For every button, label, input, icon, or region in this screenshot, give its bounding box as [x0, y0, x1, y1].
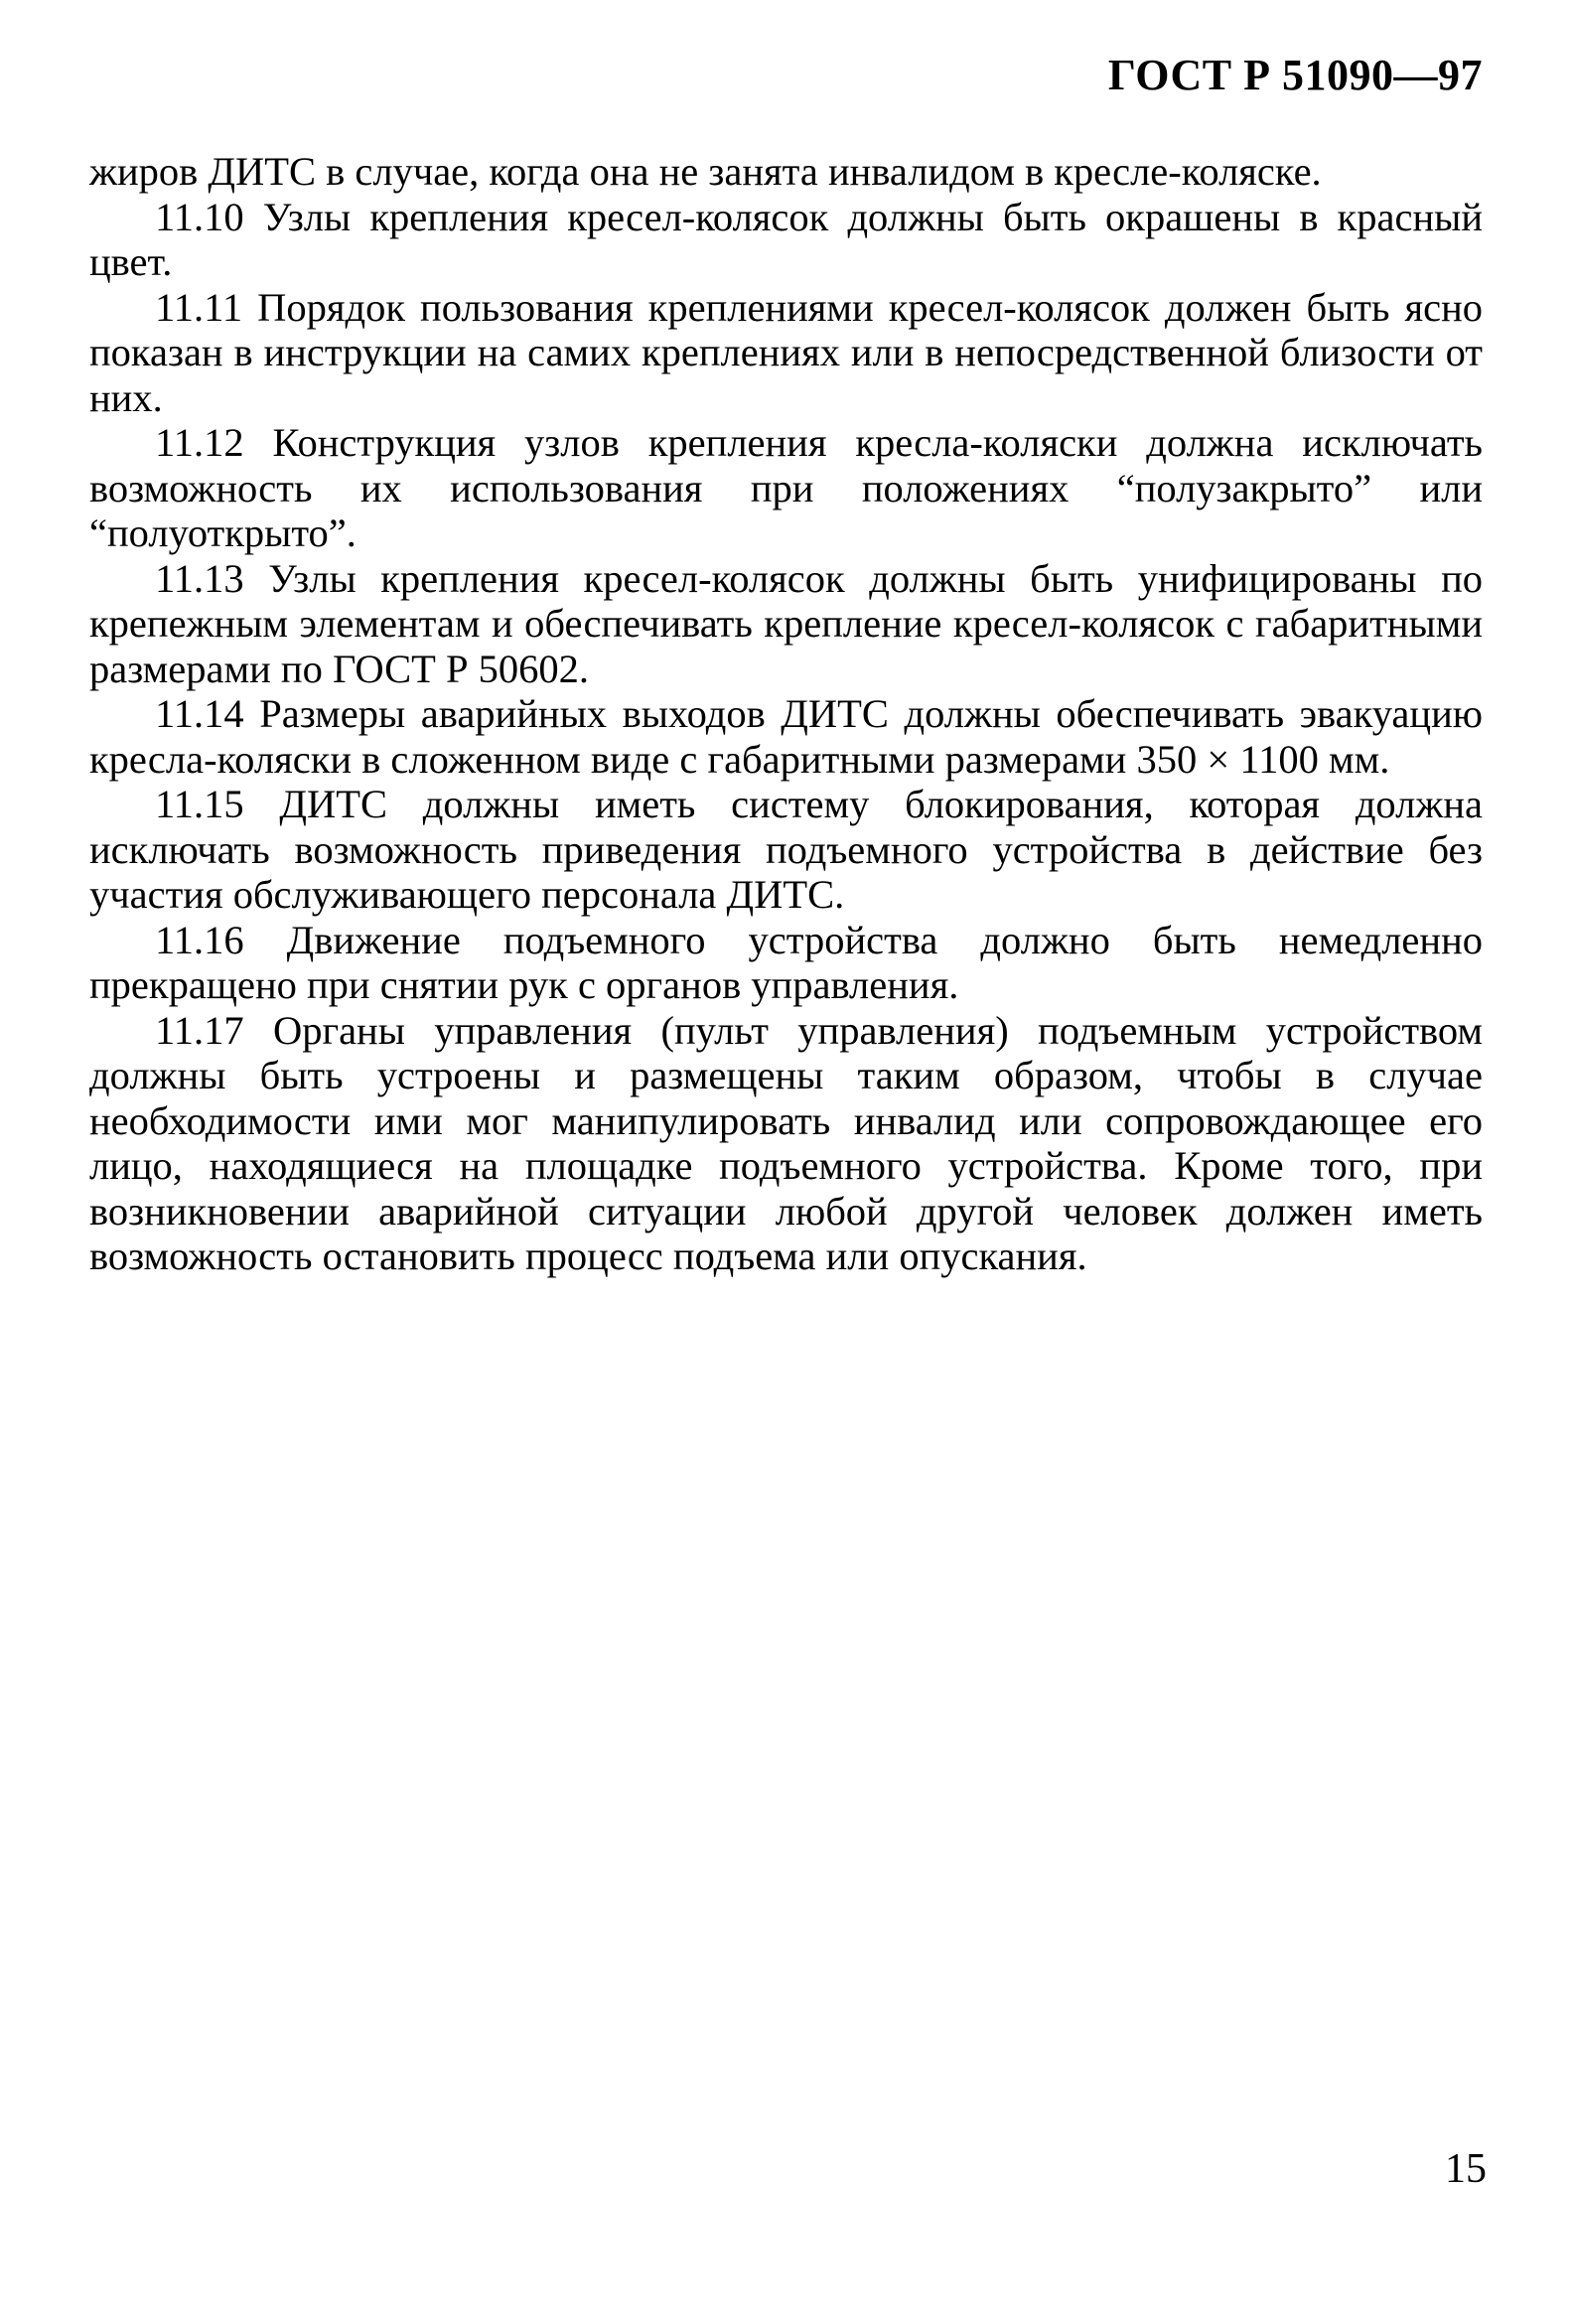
paragraph-11-12: 11.12 Конструкция узлов крепления кресла-коляски должна исключать возможность их использования при положениях “полузакрыто” или “полуоткрыто”. [89, 420, 1483, 555]
paragraph-11-10: 11.10 Узлы крепления кресел-колясок должны быть окрашены в красный цвет. [89, 194, 1483, 284]
paragraph-11-11: 11.11 Порядок пользования креплениями кресел-колясок должен быть ясно показан в инструкции на самих креплениях или в непосредственной близости от них. [89, 284, 1483, 420]
paragraph-11-16: 11.16 Движение подъемного устройства должно быть немедленно прекращено при снятии рук с органов управления. [89, 917, 1483, 1007]
document-body [89, 149, 1483, 1279]
paragraph-11-17: 11.17 Органы управления (пульт управления) подъемным устройством должны быть устроены и размещены таким образом, чтобы в случае необходимости ими мог манипулировать инвалид или сопровождающее его лицо, находящиеся на площадке подъемного устройства. Кроме того, при возникновении аварийной ситуации любой другой человек должен иметь возможность остановить процесс подъема или опускания. [89, 1007, 1483, 1278]
paragraph-11-15: 11.15 ДИТС должны иметь систему блокирования, которая должна исключать возможность приведения подъемного устройства в действие без участия обслуживающего персонала ДИТС. [89, 782, 1483, 917]
paragraph-11-14: 11.14 Размеры аварийных выходов ДИТС должны обеспечивать эвакуацию кресла-коляски в сложенном виде с габаритными размерами 350 × 1100 мм. [89, 691, 1483, 782]
paragraph-11-13: 11.13 Узлы крепления кресел-колясок должны быть унифицированы по крепежным элементам и обеспечивать крепление кресел-колясок с габаритными размерами по ГОСТ Р 50602. [89, 555, 1483, 691]
page-header-standard: ГОСТ Р 51090—97 [1107, 51, 1483, 99]
page-number: 15 [1445, 2146, 1487, 2192]
paragraph-continuation: жиров ДИТС в случае, когда она не занята инвалидом в кресле-коляске. [89, 149, 1322, 194]
